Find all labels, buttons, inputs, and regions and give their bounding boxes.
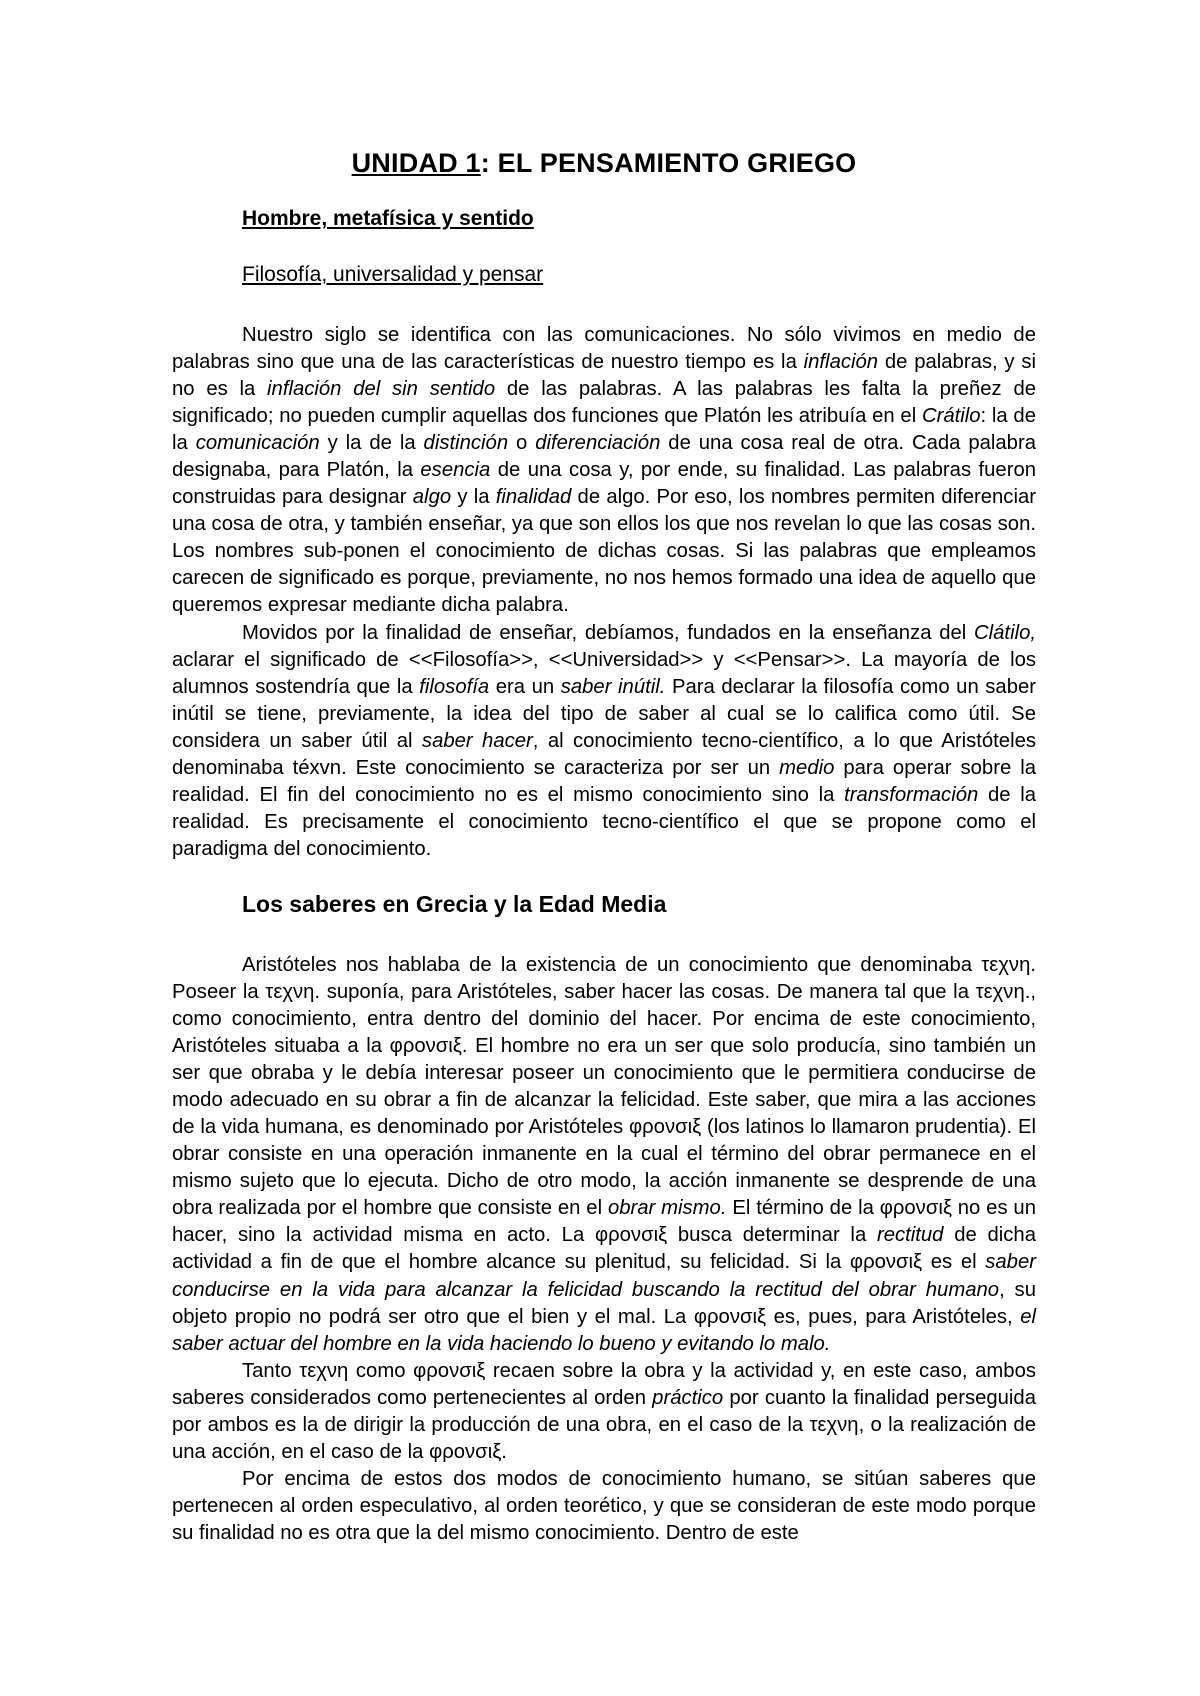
section-2-body xyxy=(172,952,1036,1547)
text-run: Aristóteles nos hablaba de la existencia de un conocimiento que denominaba τεχνη. Poseer la τεχνη. suponía, para Aristóteles, saber hacer las cosas. De manera tal que la τεχνη., como conocimiento, entra dentro del dominio del hacer. Por encima de este conocimiento, Aristóteles situaba a la φρονσιξ. El hombre no era un ser que solo producía, sino también un ser que obraba y le debía interesar poseer un conocimiento que le permitiera conducirse de modo adecuado en su obrar a fin de alcanzar la felicidad. Este saber, que mira a las acciones de la vida humana, es denominado por Aristóteles φρονσιξ (los latinos lo llamaron prudentia). El obrar consiste en una operación inmanente en la cual el término del obrar permanece en el mismo sujeto que lo ejecuta. Dicho de otro modo, la acción inmanente se desprende de una obra realizada por el hombre que consiste en el xyxy=(172,953,1036,1220)
italic-run: comunicación xyxy=(195,432,320,455)
paragraph xyxy=(172,952,1036,1358)
title-colon: : xyxy=(480,148,490,178)
text-run: y la xyxy=(451,486,496,509)
title-text: EL PENSAMIENTO GRIEGO xyxy=(489,148,857,178)
text-run: de palabras, y si no es la xyxy=(172,351,1036,401)
italic-run: saber conducirse en la vida para alcanzar la felicidad buscando la rectitud del obrar humano xyxy=(172,1251,1036,1301)
document-title xyxy=(172,146,1036,180)
section-1-body xyxy=(172,322,1036,863)
italic-run: Clátilo, xyxy=(974,621,1036,644)
italic-run: el saber actuar del hombre en la vida haciendo lo bueno y evitando lo malo. xyxy=(172,1305,1036,1355)
text-run: Movidos por la finalidad de enseñar, debíamos, fundados en la enseñanza del xyxy=(242,621,974,644)
unit-label: UNIDAD 1 xyxy=(351,148,481,178)
subsection-heading-filosofia: Filosofía, universalidad y pensar xyxy=(242,263,544,286)
text-run: de algo. Por eso, los nombres permiten diferenciar una cosa de otra, y también enseñar, ya que son ellos los que nos revelan lo que las cosas son. Los nombres sub-ponen el conocimiento de dichas cosas. Si las palabras que empleamos carecen de significado es porque, previamente, no nos hemos formado una idea de aquello que queremos expresar mediante dicha palabra. xyxy=(172,486,1036,617)
text-run: Para declarar la filosofía como un saber inútil se tiene, previamente, la idea del tipo de saber al cual se lo califica como útil. Se considera un saber útil al xyxy=(172,675,1037,752)
italic-run: diferenciación xyxy=(535,432,661,455)
section-heading-saberes: Los saberes en Grecia y la Edad Media xyxy=(242,890,667,917)
italic-run: saber hacer xyxy=(421,729,533,752)
text-run: era un xyxy=(489,675,561,698)
paragraph xyxy=(172,620,1036,863)
text-run: Nuestro siglo se identifica con las comunicaciones. No sólo vivimos en medio de palabras sino que una de las características de nuestro tiempo es la xyxy=(172,324,1036,374)
text-run: de una cosa real de otra. Cada palabra designaba, para Platón, la xyxy=(172,432,1036,482)
italic-run: Crátilo xyxy=(921,405,981,428)
text-run: , su objeto propio no podrá ser otro que el bien y el mal. La φρονσιξ es, pues, para Aristóteles, xyxy=(172,1278,1036,1328)
page-content xyxy=(172,146,1036,1547)
text-run: de una cosa y, por ende, su finalidad. Las palabras fueron construidas para designar xyxy=(172,459,1037,509)
text-run: por cuanto la finalidad perseguida por ambos es la de dirigir la producción de una obra, en el caso de la τεχνη, o la realización de una acción, en el caso de la φρονσιξ. xyxy=(172,1386,1036,1463)
text-run: de las palabras. A las palabras les falta la preñez de significado; no pueden cumplir aquellas dos funciones que Platón les atribuía en el xyxy=(172,378,1036,428)
italic-run: inflación xyxy=(803,351,879,374)
italic-run: transformación xyxy=(844,783,979,806)
text-run: Por encima de estos dos modos de conocimiento humano, se sitúan saberes que pertenecen al orden especulativo, al orden teorético, y que se consideran de este modo porque su finalidad no es otra que la del mismo conocimiento. Dentro de este xyxy=(172,1467,1036,1544)
text-run: y la de la xyxy=(319,432,424,455)
italic-run: rectitud xyxy=(876,1224,944,1247)
paragraph xyxy=(172,1466,1036,1547)
paragraph xyxy=(172,322,1036,620)
text-run: aclarar el significado de <<Filosofía>>, <<Universidad>> y <<Pensar>>. La mayoría de los alumnos sostendría que la xyxy=(172,648,1036,698)
italic-run: inflación del sin sentido xyxy=(267,378,496,401)
italic-run: algo xyxy=(412,486,452,509)
italic-run: obrar mismo. xyxy=(607,1197,727,1220)
italic-run: filosofía xyxy=(419,675,490,698)
section-heading-hombre: Hombre, metafísica y sentido xyxy=(242,207,534,230)
text-run: de dicha actividad a fin de que el hombre alcance su plenitud, su felicidad. Si la φρονσιξ es el xyxy=(172,1224,1036,1274)
text-run: El término de la φρονσιξ no es un hacer, sino la actividad misma en acto. La φρονσιξ busca determinar la xyxy=(172,1197,1036,1247)
text-run: para operar sobre la realidad. El fin del conocimiento no es el mismo conocimiento sino la xyxy=(172,756,1036,806)
paragraph xyxy=(172,1358,1036,1466)
text-run: : la de la xyxy=(172,405,1036,455)
text-run: Tanto τεχνη como φρονσιξ recaen sobre la obra y la actividad y, en este caso, ambos saberes considerados como pertenecientes al orden xyxy=(172,1359,1036,1409)
italic-run: saber inútil. xyxy=(560,675,666,698)
italic-run: distinción xyxy=(423,432,509,455)
italic-run: finalidad xyxy=(495,486,572,509)
italic-run: práctico xyxy=(652,1386,724,1409)
italic-run: esencia xyxy=(420,459,491,482)
text-run: , al conocimiento tecno-científico, a lo que Aristóteles denominaba téxvn. Este conocimiento se caracteriza por ser un xyxy=(172,729,1036,779)
italic-run: medio xyxy=(779,756,835,779)
text-run: o xyxy=(508,432,536,455)
text-run: de la realidad. Es precisamente el conocimiento tecno-científico el que se propone como el paradigma del conocimiento. xyxy=(172,783,1036,860)
